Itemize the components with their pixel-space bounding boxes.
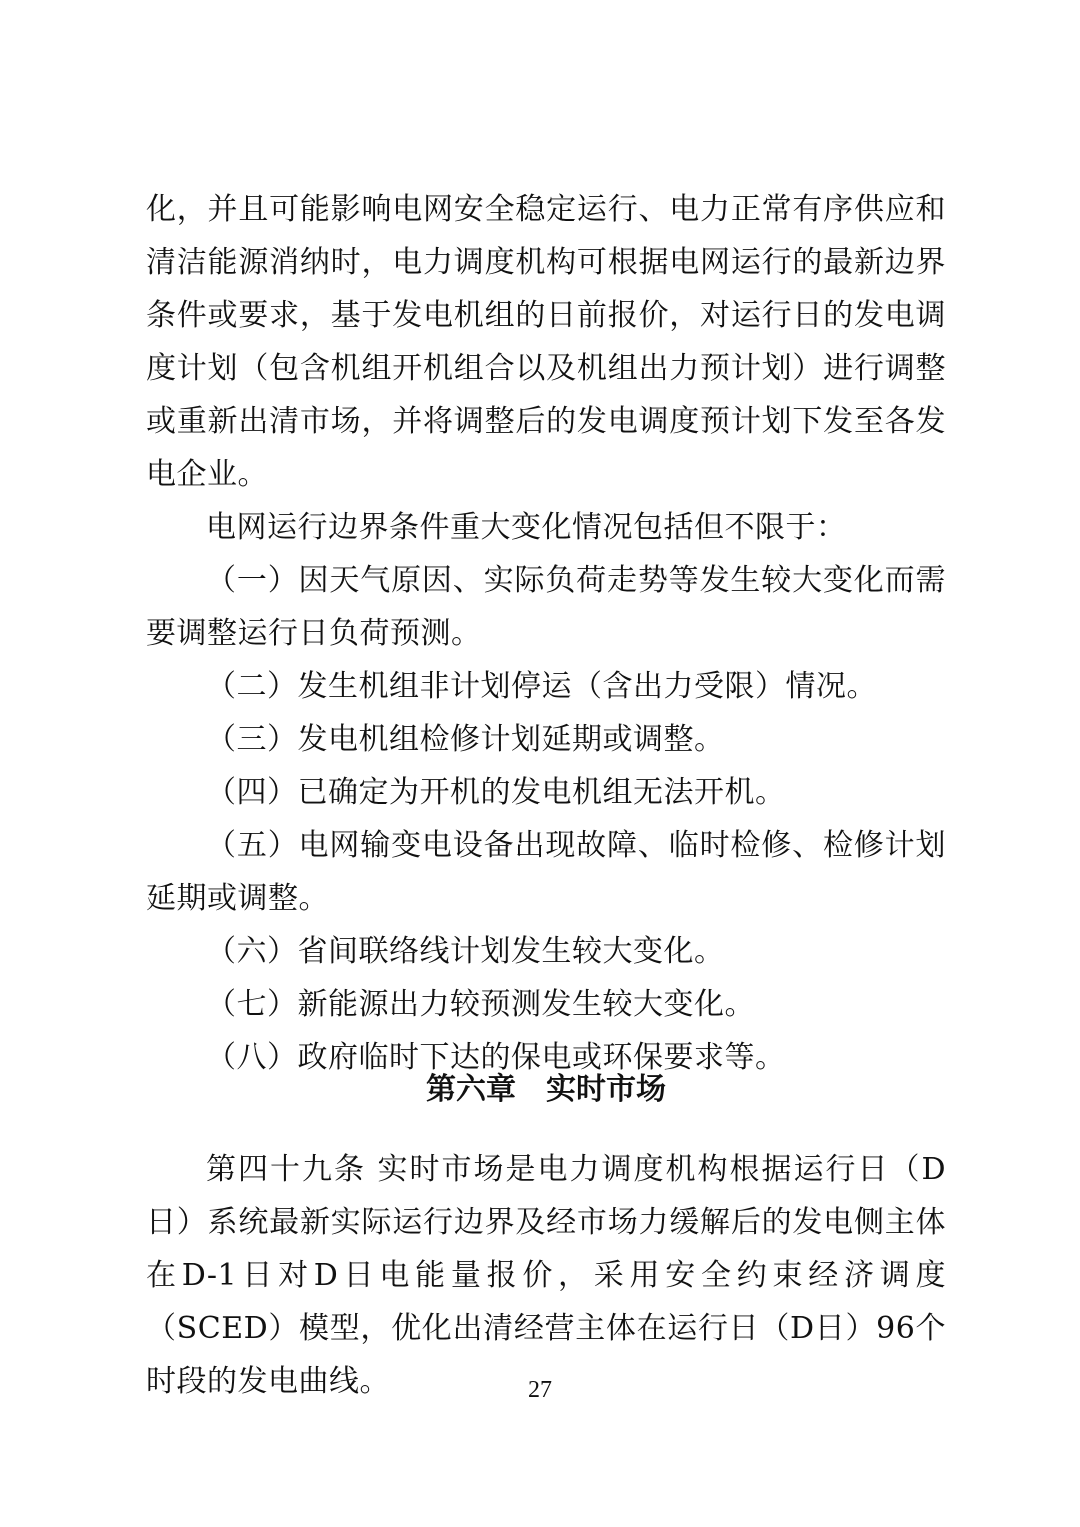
page-number: 27 <box>528 1377 552 1403</box>
list-item-5: （五）电网输变电设备出现故障、临时检修、检修计划延期或调整。 <box>146 828 946 916</box>
list-item-2: （二）发生机组非计划停运（含出力受限）情况。 <box>206 669 877 704</box>
body-text-bottom <box>146 1143 946 1408</box>
paragraph-continuation: 化，并且可能影响电网安全稳定运行、电力正常有序供应和清洁能源消纳时，电力调度机构可根据电网运行的最新边界条件或要求，基于发电机组的日前报价，对运行日的发电调度计划（包含机组开机组合以及机组出力预计划）进行调整或重新出清市场，并将调整后的发电调度预计划下发至各发电企业。 <box>146 192 946 492</box>
list-item-7: （七）新能源出力较预测发生较大变化。 <box>206 987 755 1022</box>
list-item-1: （一）因天气原因、实际负荷走势等发生较大变化而需要调整运行日负荷预测。 <box>146 563 946 651</box>
list-item-8: （八）政府临时下达的保电或环保要求等。 <box>206 1040 786 1075</box>
chapter-heading <box>146 1063 946 1116</box>
chapter-number: 第六章 <box>426 1072 516 1107</box>
list-item-6: （六）省间联络线计划发生较大变化。 <box>206 934 725 969</box>
article-49: 第四十九条 实时市场是电力调度机构根据运行日（D日）系统最新实际运行边界及经市场力缓解后的发电侧主体在D-1日对D日电能量报价，采用安全约束经济调度（SCED）模型，优化出清经营主体在运行日（D日）96个时段的发电曲线。 <box>146 1152 946 1399</box>
list-item-4: （四）已确定为开机的发电机组无法开机。 <box>206 775 786 810</box>
chapter-title: 实时市场 <box>546 1072 666 1107</box>
paragraph-conditions-intro: 电网运行边界条件重大变化情况包括但不限于： <box>206 510 847 545</box>
list-item-3: （三）发电机组检修计划延期或调整。 <box>206 722 725 757</box>
body-text-top <box>146 183 946 1084</box>
